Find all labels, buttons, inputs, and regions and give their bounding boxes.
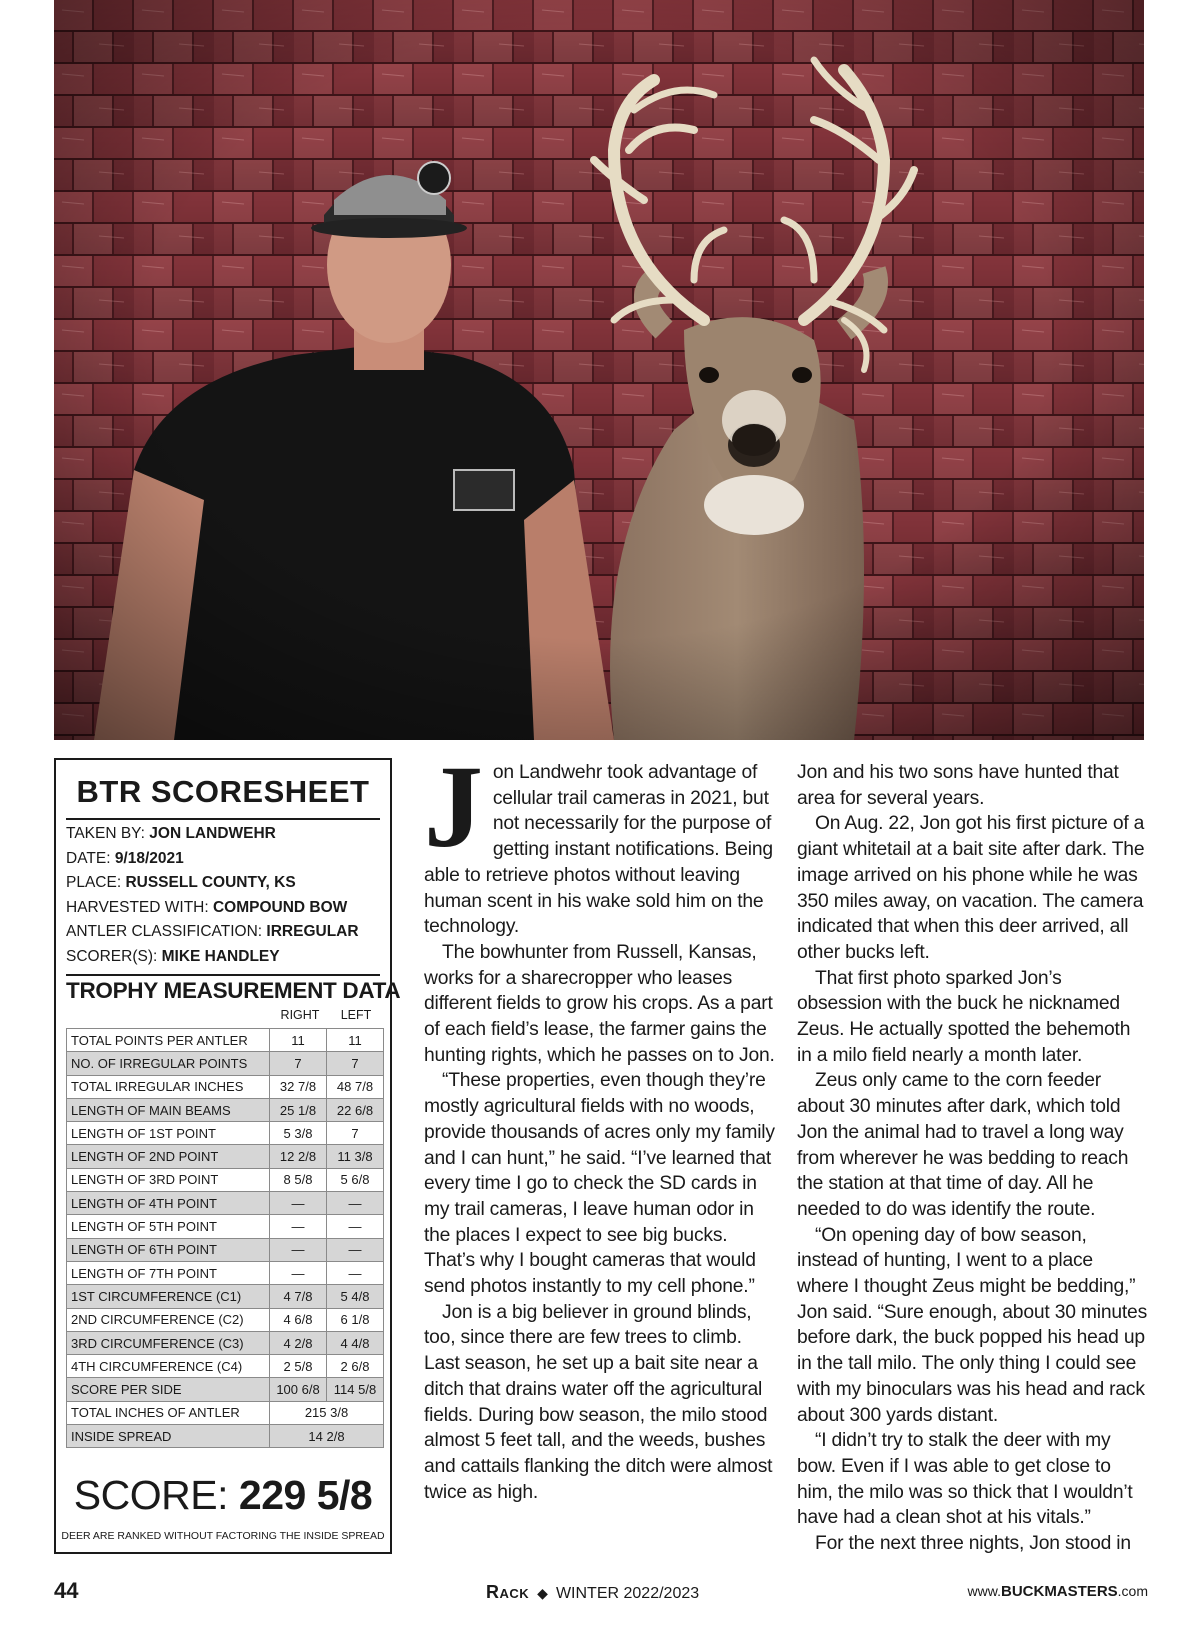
row-label: LENGTH OF 5TH POINT	[67, 1215, 270, 1238]
left-value: 6 1/8	[327, 1308, 384, 1331]
right-value: 4 2/8	[270, 1331, 327, 1354]
left-value: 7	[327, 1052, 384, 1075]
row-label: 4TH CIRCUMFERENCE (C4)	[67, 1355, 270, 1378]
table-row	[67, 1355, 384, 1378]
paragraph: “These properties, even though they’re mostly agricultural fields with no woods, provide thousands of acres only my family and I can hunt,” he said. “I’ve learned that every time I go to check the SD cards in my trail cameras, I leave human odor in the places I expect to see big bucks. That’s why I bought cameras that would send photos instantly to my cell phone.”	[424, 1070, 775, 1298]
scoresheet-info	[66, 822, 382, 969]
article-column-2	[797, 760, 1147, 1557]
btr-scoresheet	[54, 758, 401, 1554]
paragraph: For the next three nights, Jon stood in	[815, 1533, 1131, 1555]
right-value: 100 6/8	[270, 1378, 327, 1401]
left-value: 114 5/8	[327, 1378, 384, 1401]
paragraph: On Aug. 22, Jon got his first picture of a giant whitetail at a bait site after dark. The image arrived on his phone while he was 350 miles away, on vacation. The camera indicated that when this deer arrived, all other bucks left.	[797, 813, 1145, 963]
row-label: NO. OF IRREGULAR POINTS	[67, 1052, 270, 1075]
row-label: LENGTH OF 3RD POINT	[67, 1168, 270, 1191]
divider	[66, 974, 380, 976]
drop-cap: J	[424, 741, 483, 872]
measurement-table	[66, 1028, 384, 1448]
right-value: 4 6/8	[270, 1308, 327, 1331]
table-row	[67, 1378, 384, 1401]
table-row	[67, 1215, 384, 1238]
row-label: LENGTH OF 6TH POINT	[67, 1238, 270, 1261]
row-label: LENGTH OF 4TH POINT	[67, 1192, 270, 1215]
table-row	[67, 1075, 384, 1098]
info-scorers: SCORER(S): MIKE HANDLEY	[66, 947, 280, 965]
row-label: SCORE PER SIDE	[67, 1378, 270, 1401]
info-taken-by: TAKEN BY: JON LANDWEHR	[66, 825, 276, 842]
table-row	[67, 1122, 384, 1145]
right-value: 12 2/8	[270, 1145, 327, 1168]
left-value: 22 6/8	[327, 1098, 384, 1121]
left-value: —	[327, 1238, 384, 1261]
left-value: —	[327, 1192, 384, 1215]
left-value: —	[327, 1261, 384, 1284]
table-row	[67, 1261, 384, 1284]
right-value: —	[270, 1238, 327, 1261]
info-antler-classification: ANTLER CLASSIFICATION: IRREGULAR	[66, 923, 359, 940]
row-label: 1ST CIRCUMFERENCE (C1)	[67, 1285, 270, 1308]
table-row	[67, 1145, 384, 1168]
info-date: DATE: 9/18/2021	[66, 849, 184, 867]
right-value: 5 3/8	[270, 1122, 327, 1145]
left-value: 11 3/8	[327, 1145, 384, 1168]
paragraph: That first photo sparked Jon’s obsession with the buck he nicknamed Zeus. He actually spotted the behemoth in a milo field nearly a month later.	[797, 967, 1131, 1066]
table-row	[67, 1029, 384, 1052]
left-value: —	[327, 1215, 384, 1238]
issue-date: WINTER 2022/2023	[555, 1585, 700, 1602]
right-value: 4 7/8	[270, 1285, 327, 1308]
final-score: SCORE: 229 5/8	[73, 1472, 373, 1518]
right-value: 8 5/8	[270, 1168, 327, 1191]
paragraph: Jon and his two sons have hunted that area for several years.	[797, 762, 1119, 809]
hero-photo	[54, 0, 1144, 740]
info-harvested-with: HARVESTED WITH: COMPOUND BOW	[66, 898, 348, 916]
table-row	[67, 1308, 384, 1331]
combined-value: 14 2/8	[270, 1425, 384, 1448]
right-value: —	[270, 1261, 327, 1284]
total-row	[67, 1401, 384, 1424]
left-value: 2 6/8	[327, 1355, 384, 1378]
row-label: 2ND CIRCUMFERENCE (C2)	[67, 1308, 270, 1331]
info-place: PLACE: RUSSELL COUNTY, KS	[66, 874, 296, 891]
row-label: INSIDE SPREAD	[67, 1425, 270, 1448]
column-header-left: LEFT	[340, 1008, 372, 1022]
row-label: LENGTH OF MAIN BEAMS	[67, 1098, 270, 1121]
right-value: 2 5/8	[270, 1355, 327, 1378]
column-header-right: RIGHT	[280, 1008, 320, 1022]
paragraph: The bowhunter from Russell, Kansas, works for a sharecropper who leases different fields to grow his crops. As a part of each field’s lease, the farmer gains the hunting rights, which he passes on to Jon.	[424, 941, 775, 1066]
right-value: —	[270, 1192, 327, 1215]
spread-row	[67, 1425, 384, 1448]
page-number: 44	[54, 1578, 79, 1603]
right-value: 25 1/8	[270, 1098, 327, 1121]
right-value: —	[270, 1215, 327, 1238]
row-label: TOTAL INCHES OF ANTLER	[67, 1401, 270, 1424]
ranking-footnote: DEER ARE RANKED WITHOUT FACTORING THE INSIDE SPREAD	[61, 1530, 385, 1542]
hunter-with-buck-mount-photo	[54, 0, 1144, 740]
right-value: 32 7/8	[270, 1075, 327, 1098]
table-row	[67, 1238, 384, 1261]
table-row	[67, 1285, 384, 1308]
row-label: TOTAL IRREGULAR INCHES	[67, 1075, 270, 1098]
table-row	[67, 1331, 384, 1354]
combined-value: 215 3/8	[270, 1401, 384, 1424]
left-value: 11	[327, 1029, 384, 1052]
right-value: 7	[270, 1052, 327, 1075]
website-url: www.BUCKMASTERS.com	[967, 1583, 1148, 1600]
row-label: LENGTH OF 7TH POINT	[67, 1261, 270, 1284]
article-column-1	[424, 741, 776, 1505]
table-row	[67, 1098, 384, 1121]
paragraph: “On opening day of bow season, instead of hunting, I went to a place where I thought Zeus might be bedding,” Jon said. “Sure enough, about 30 minutes before dark, the buck popped his head up in the tall milo. The only thing I could see with my binoculars was his head and rack about 300 yards distant.	[797, 1224, 1148, 1426]
paragraph: Zeus only came to the corn feeder about 30 minutes after dark, which told Jon the animal had to travel a long way from wherever he was bedding to reach the station at that time of day. All he needed to do was identify the route.	[797, 1070, 1129, 1220]
right-value: 11	[270, 1029, 327, 1052]
row-label: 3RD CIRCUMFERENCE (C3)	[67, 1331, 270, 1354]
measurement-title: TROPHY MEASUREMENT DATA	[66, 978, 401, 1003]
table-row	[67, 1052, 384, 1075]
row-label: LENGTH OF 2ND POINT	[67, 1145, 270, 1168]
table-row	[67, 1192, 384, 1215]
left-value: 48 7/8	[327, 1075, 384, 1098]
row-label: TOTAL POINTS PER ANTLER	[67, 1029, 270, 1052]
paragraph: Jon is a big believer in ground blinds, too, since there are few trees to climb. Last season, he set up a bait site near a ditch that drains water off the agricultural fields. During bow season, the milo stood almost 5 feet tall, and the weeds, bushes and cattails flanking the ditch were almost twice as high.	[424, 1301, 773, 1503]
paragraph: on Landwehr took advantage of cellular trail cameras in 2021, but not necessarily for the purpose of getting instant notifications. Being able to retrieve photos without leaving human scent in his wake sold him on the technology.	[424, 762, 773, 938]
magazine-name: Rack	[486, 1582, 530, 1602]
left-value: 4 4/8	[327, 1331, 384, 1354]
left-value: 5 4/8	[327, 1285, 384, 1308]
table-row	[67, 1168, 384, 1191]
magazine-issue	[486, 1582, 699, 1603]
paragraph: “I didn’t try to stalk the deer with my bow. Even if I was able to get close to him, the milo was so thick that I wouldn’t have had a clean shot at his vitals.”	[797, 1430, 1133, 1529]
diamond-icon: ◆	[537, 1585, 548, 1601]
row-label: LENGTH OF 1ST POINT	[67, 1122, 270, 1145]
divider	[66, 818, 380, 820]
scoresheet-title: BTR SCORESHEET	[76, 774, 370, 809]
left-value: 7	[327, 1122, 384, 1145]
left-value: 5 6/8	[327, 1168, 384, 1191]
